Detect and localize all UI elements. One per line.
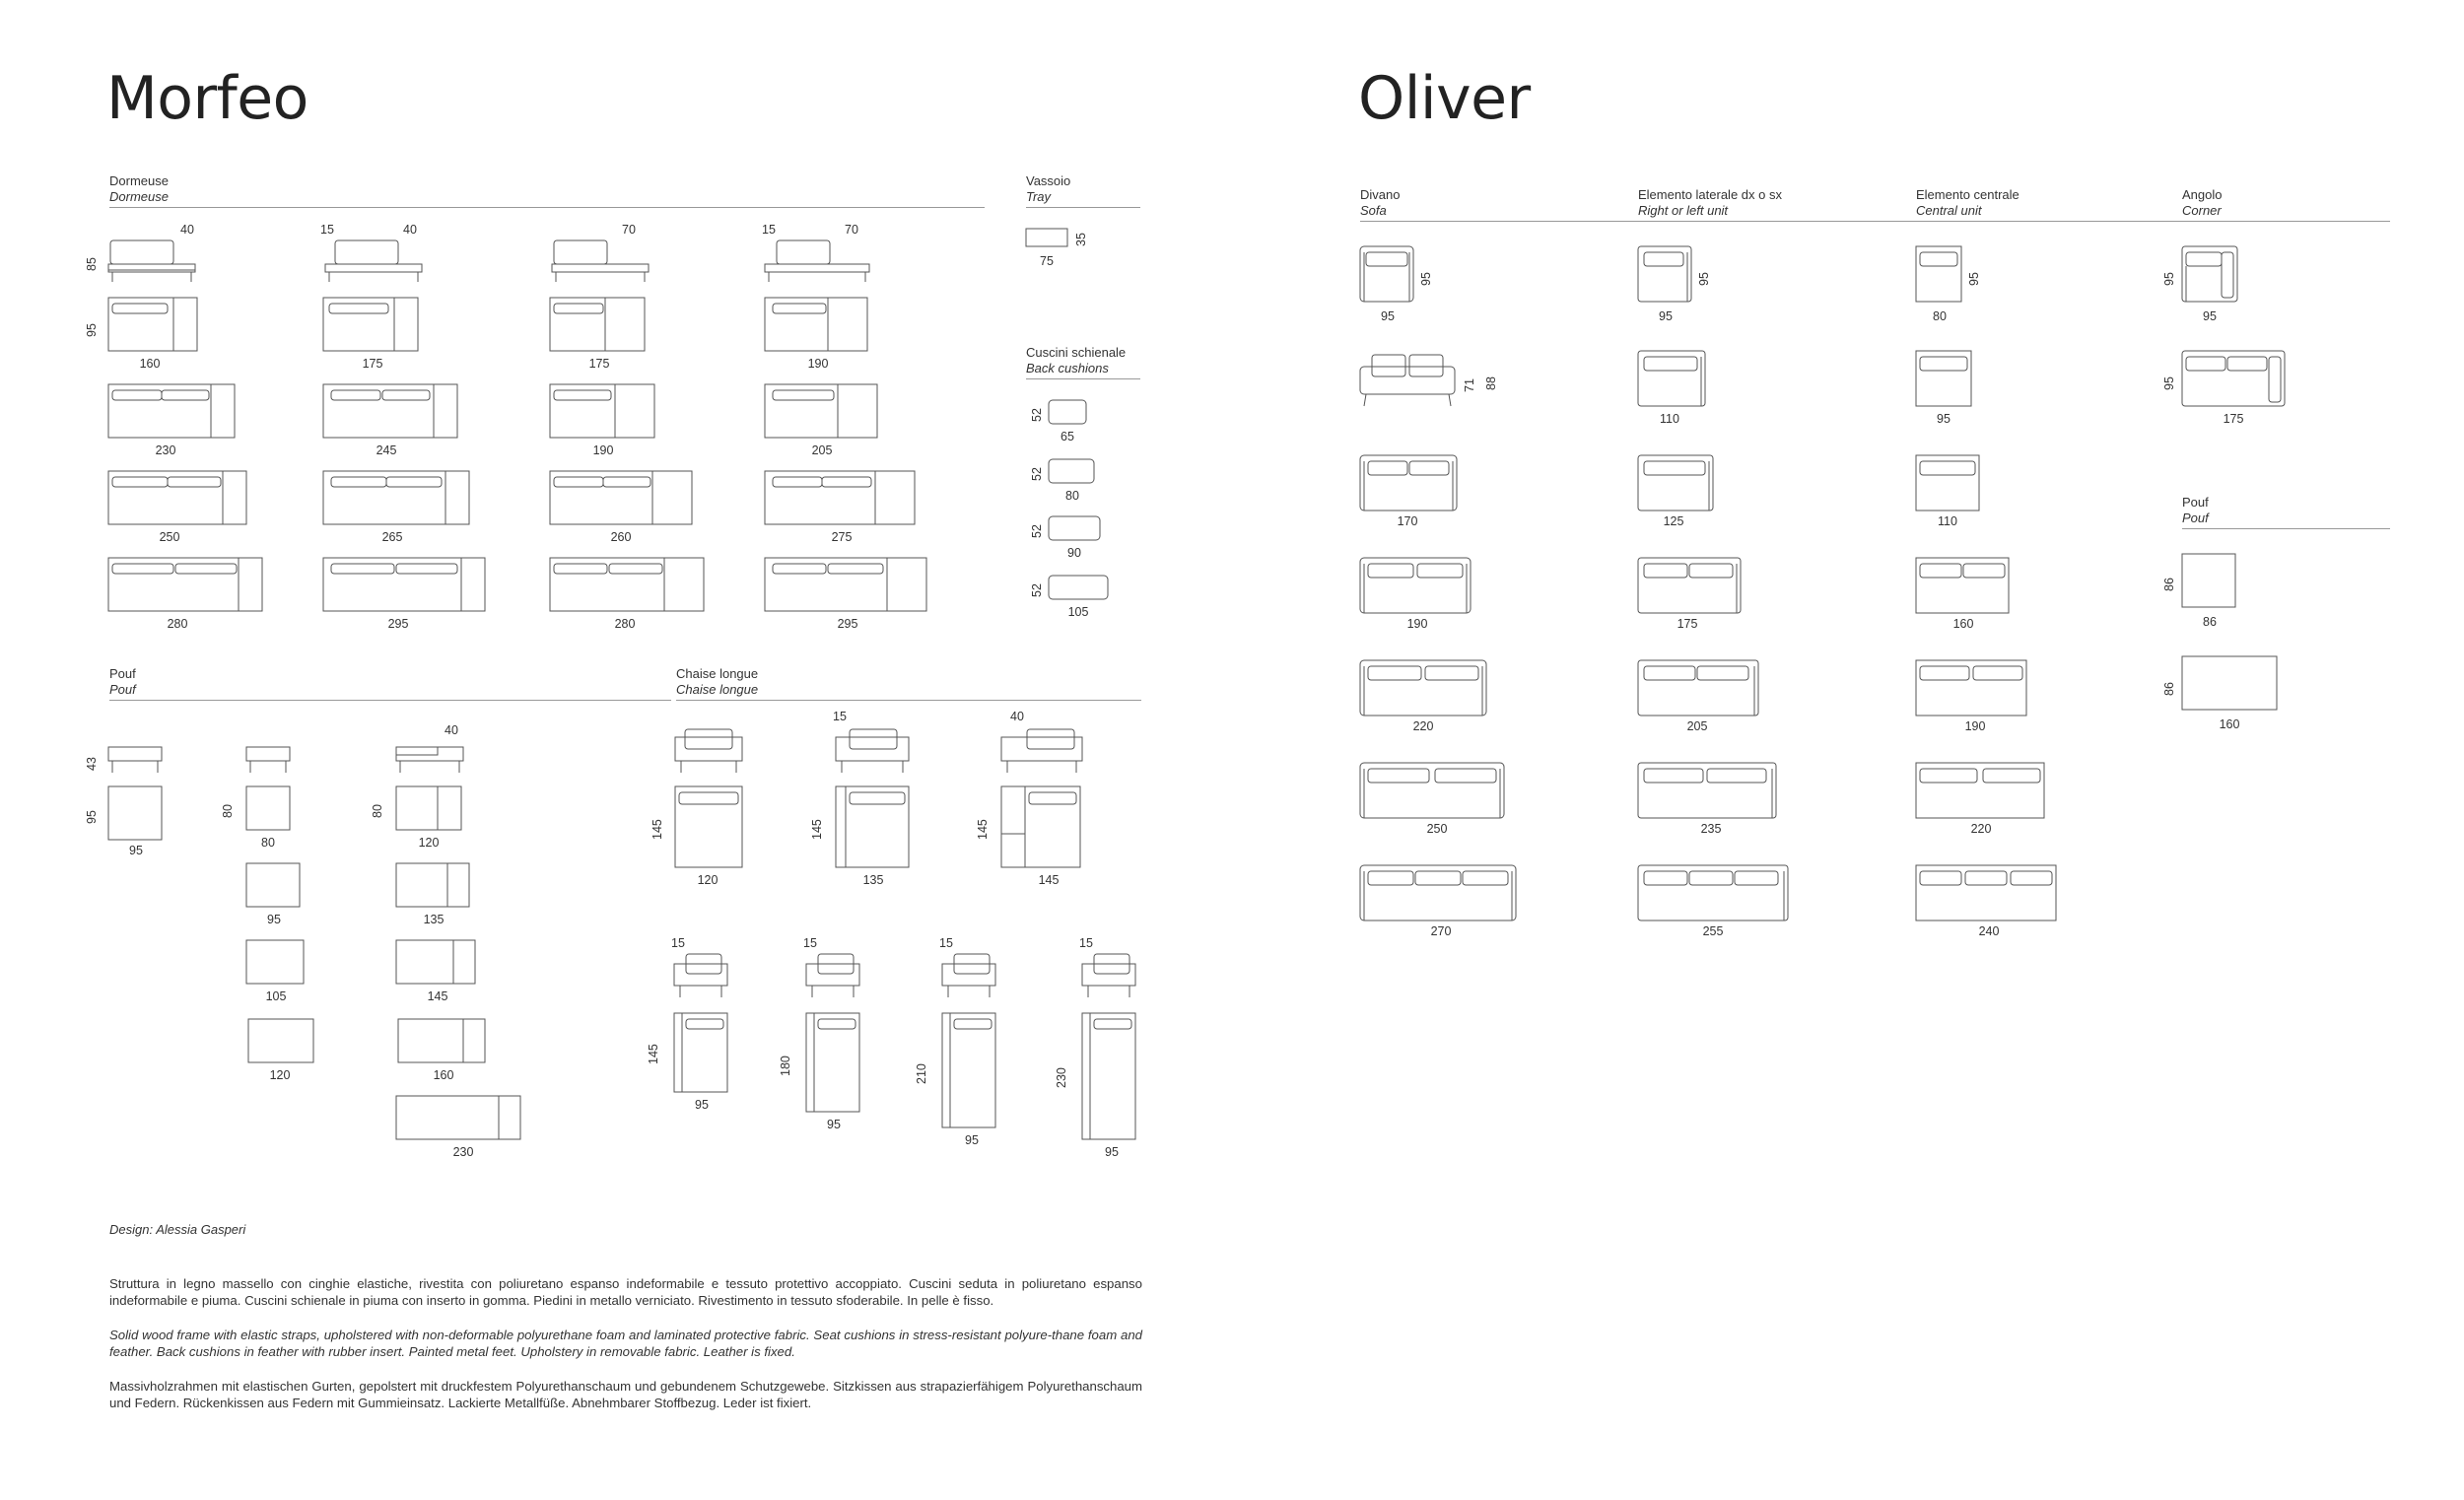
dim-label: 190 bbox=[807, 357, 829, 371]
dim-label: 260 bbox=[610, 530, 632, 544]
dim-label: 255 bbox=[1702, 924, 1724, 938]
chaise-label-en: Chaise longue bbox=[676, 682, 759, 697]
pouf-elevation-icon bbox=[396, 747, 467, 777]
dim-label: 120 bbox=[269, 1068, 291, 1082]
side-unit-plan-icon bbox=[1638, 558, 1745, 617]
dim-label: 95 bbox=[1937, 412, 1951, 426]
dim-label: 52 bbox=[1030, 467, 1044, 481]
dim-label: 145 bbox=[1038, 873, 1060, 887]
side-unit-plan-icon bbox=[1638, 351, 1709, 410]
pouf-plan-icon bbox=[246, 940, 306, 986]
side-unit-plan-icon bbox=[1638, 246, 1695, 306]
dim-label: 240 bbox=[1978, 924, 2000, 938]
dim-label: 95 bbox=[129, 844, 143, 857]
side-unit-plan-icon bbox=[1638, 660, 1762, 719]
pouf-label: Pouf bbox=[109, 666, 136, 681]
pouf-elevation-icon bbox=[246, 747, 294, 777]
dim-label: 52 bbox=[1030, 524, 1044, 538]
side-unit-header bbox=[1638, 187, 1782, 219]
central-unit-plan-icon bbox=[1916, 246, 1965, 306]
chaise-elevation-icon bbox=[942, 954, 999, 1003]
dormeuse-plan-icon bbox=[108, 471, 248, 526]
dim-label: 160 bbox=[1952, 617, 1974, 631]
central-unit-plan-icon bbox=[1916, 558, 2013, 617]
dim-label: 70 bbox=[622, 223, 636, 237]
dim-label: 110 bbox=[1938, 514, 1957, 528]
dim-label: 80 bbox=[371, 804, 384, 818]
central-unit-plan-icon bbox=[1916, 660, 2030, 719]
description-de: Massivholzrahmen mit elastischen Gurten, gepolstert mit druckfestem Polyurethanschaum und gebundenem Schutzgewebe. Sitzkissen aus strapazierfähigem Polyurethanschaum und Federn. Rückenkissen aus Federn mit Gummieinsatz. Lackierte Metallfüße. Abnehmbarer Stoffbezug. Leder ist fixiert. bbox=[109, 1379, 1142, 1410]
pouf-plan-icon bbox=[2182, 554, 2239, 611]
dim-label: 40 bbox=[445, 723, 458, 737]
pouf-label-en: Pouf bbox=[109, 682, 136, 697]
dormeuse-plan-icon bbox=[323, 384, 459, 440]
central-unit-label: Elemento centrale bbox=[1916, 187, 2019, 202]
dim-label: 105 bbox=[265, 989, 287, 1003]
chaise-plan-icon bbox=[1001, 786, 1084, 869]
dormeuse-plan-icon bbox=[108, 558, 264, 613]
back-cushions-divider bbox=[1026, 378, 1140, 379]
chaise-plan-icon bbox=[675, 786, 744, 869]
chaise-elevation-icon bbox=[1001, 729, 1084, 779]
sofa-plan-icon bbox=[1360, 455, 1459, 514]
dim-label: 90 bbox=[1067, 546, 1081, 560]
dormeuse-plan-icon bbox=[550, 298, 647, 353]
dim-label: 65 bbox=[1061, 430, 1074, 443]
dim-label: 95 bbox=[1697, 272, 1711, 286]
pouf-plan-icon bbox=[396, 786, 465, 832]
dormeuse-divider bbox=[109, 207, 985, 208]
dormeuse-plan-icon bbox=[765, 471, 917, 526]
dim-label: 95 bbox=[267, 913, 281, 926]
corner-plan-icon bbox=[2182, 246, 2241, 306]
dormeuse-plan-icon bbox=[765, 298, 869, 353]
dormeuse-header bbox=[109, 173, 169, 205]
dim-label: 280 bbox=[614, 617, 636, 631]
dim-label: 110 bbox=[1660, 412, 1679, 426]
dim-label: 15 bbox=[762, 223, 776, 237]
dim-label: 190 bbox=[1406, 617, 1428, 631]
central-unit-plan-icon bbox=[1916, 455, 1983, 514]
central-unit-plan-icon bbox=[1916, 865, 2060, 924]
dim-label: 220 bbox=[1970, 822, 1992, 836]
dim-label: 95 bbox=[1967, 272, 1981, 286]
dim-label: 125 bbox=[1663, 514, 1684, 528]
dim-label: 95 bbox=[1105, 1145, 1119, 1159]
back-cushions-label: Cuscini schienale bbox=[1026, 345, 1127, 360]
chaise-label: Chaise longue bbox=[676, 666, 759, 681]
pouf-plan-icon bbox=[246, 863, 302, 909]
chaise-plan-icon bbox=[836, 786, 911, 869]
dim-label: 245 bbox=[376, 443, 397, 457]
oliver-title: Oliver bbox=[1358, 64, 1531, 133]
dim-label: 15 bbox=[1079, 936, 1093, 950]
dim-label: 220 bbox=[1412, 719, 1434, 733]
oliver-pouf-divider bbox=[2182, 528, 2390, 529]
dim-label: 145 bbox=[976, 819, 990, 840]
dim-label: 80 bbox=[221, 804, 235, 818]
pouf-plan-icon bbox=[396, 863, 471, 909]
dim-label: 275 bbox=[831, 530, 853, 544]
chaise-divider bbox=[676, 700, 1141, 701]
oliver-pouf-header bbox=[2182, 495, 2209, 526]
dim-label: 95 bbox=[695, 1098, 709, 1112]
chaise-header bbox=[676, 666, 758, 698]
dim-label: 43 bbox=[85, 757, 99, 771]
sofa-label-en: Sofa bbox=[1360, 203, 1387, 218]
dim-label: 295 bbox=[387, 617, 409, 631]
dim-label: 190 bbox=[1964, 719, 1986, 733]
dim-label: 205 bbox=[811, 443, 833, 457]
dim-label: 95 bbox=[2203, 309, 2217, 323]
morfeo-title: Morfeo bbox=[106, 64, 308, 133]
dim-label: 250 bbox=[1426, 822, 1448, 836]
dim-label: 95 bbox=[2162, 376, 2176, 390]
dim-label: 86 bbox=[2203, 615, 2217, 629]
dim-label: 80 bbox=[261, 836, 275, 850]
dormeuse-plan-icon bbox=[550, 558, 706, 613]
dormeuse-plan-icon bbox=[323, 471, 471, 526]
description-en: Solid wood frame with elastic straps, upholstered with non-deformable polyurethane foam and laminated protective fabric. Seat cushions in stress-resistant polyure-thane foam and feather. Back cushions in feather with rubber insert. Painted metal feet. Upholstery in removable fabric. Leather is fixed. bbox=[109, 1328, 1142, 1359]
dim-label: 40 bbox=[180, 223, 194, 237]
oliver-pouf-label-en: Pouf bbox=[2182, 511, 2209, 525]
dormeuse-plan-icon bbox=[550, 471, 694, 526]
dim-label: 175 bbox=[588, 357, 610, 371]
dim-label: 175 bbox=[1677, 617, 1698, 631]
dim-label: 230 bbox=[452, 1145, 474, 1159]
dim-label: 235 bbox=[1700, 822, 1722, 836]
back-cushions-label-en: Back cushions bbox=[1026, 361, 1109, 375]
chaise-elevation-icon bbox=[675, 729, 744, 779]
dim-label: 70 bbox=[845, 223, 858, 237]
sofa-plan-icon bbox=[1360, 558, 1472, 617]
dormeuse-plan-icon bbox=[108, 384, 237, 440]
dormeuse-elevation-icon bbox=[108, 237, 197, 286]
dim-label: 86 bbox=[2162, 682, 2176, 696]
dim-label: 230 bbox=[1055, 1067, 1068, 1088]
dim-label: 95 bbox=[1659, 309, 1673, 323]
dim-label: 180 bbox=[779, 1056, 792, 1076]
dim-label: 190 bbox=[592, 443, 614, 457]
dim-label: 250 bbox=[159, 530, 180, 544]
dim-label: 95 bbox=[85, 810, 99, 824]
central-unit-label-en: Central unit bbox=[1916, 203, 1982, 218]
central-unit-plan-icon bbox=[1916, 763, 2048, 822]
dormeuse-plan-icon bbox=[550, 384, 656, 440]
dormeuse-plan-icon bbox=[765, 558, 928, 613]
dim-label: 270 bbox=[1430, 924, 1452, 938]
corner-header bbox=[2182, 187, 2222, 219]
dim-label: 75 bbox=[1040, 254, 1054, 268]
dim-label: 80 bbox=[1933, 309, 1947, 323]
dormeuse-plan-icon bbox=[108, 298, 199, 353]
dim-label: 15 bbox=[320, 223, 334, 237]
pouf-elevation-icon bbox=[108, 747, 164, 777]
tray-icon bbox=[1026, 229, 1069, 248]
pouf-plan-icon bbox=[246, 786, 292, 832]
pouf-plan-icon bbox=[108, 786, 164, 842]
chaise-plan-icon bbox=[942, 1013, 997, 1129]
dormeuse-plan-icon bbox=[323, 298, 420, 353]
dim-label: 35 bbox=[1074, 233, 1088, 246]
back-cushions-header bbox=[1026, 345, 1126, 376]
description-it: Struttura in legno massello con cinghie elastiche, rivestita con poliuretano espanso indeformabile e tessuto protettivo accoppiato. Cuscini seduta in poliuretano espanso indeformabile e piuma. Cuscini schienale in piuma con inserto in gomma. Piedini in metallo verniciato. Rivestimento in tessuto sfoderabile. In pelle è fisso. bbox=[109, 1276, 1142, 1308]
back-cushion-icon bbox=[1049, 576, 1110, 603]
side-unit-label-en: Right or left unit bbox=[1638, 203, 1729, 218]
sofa-plan-icon bbox=[1360, 865, 1518, 924]
dormeuse-elevation-icon bbox=[325, 237, 424, 286]
dim-label: 95 bbox=[85, 323, 99, 337]
dim-label: 105 bbox=[1067, 605, 1089, 619]
dim-label: 160 bbox=[433, 1068, 454, 1082]
dim-label: 120 bbox=[418, 836, 440, 850]
side-unit-plan-icon bbox=[1638, 865, 1792, 924]
dim-label: 95 bbox=[1381, 309, 1395, 323]
back-cushion-icon bbox=[1049, 459, 1096, 487]
dim-label: 175 bbox=[362, 357, 383, 371]
dormeuse-label-en: Dormeuse bbox=[109, 189, 169, 204]
dim-label: 80 bbox=[1065, 489, 1079, 503]
sofa-plan-icon bbox=[1360, 763, 1506, 822]
chaise-plan-icon bbox=[1082, 1013, 1137, 1141]
dim-label: 205 bbox=[1686, 719, 1708, 733]
dim-label: 280 bbox=[167, 617, 188, 631]
chaise-plan-icon bbox=[806, 1013, 861, 1114]
dim-label: 40 bbox=[1010, 710, 1024, 723]
designer-credit: Design: Alessia Gasperi bbox=[109, 1222, 246, 1237]
tray-label-en: Tray bbox=[1026, 189, 1052, 204]
pouf-plan-icon bbox=[396, 1096, 524, 1141]
dim-label: 71 bbox=[1463, 378, 1476, 392]
dim-label: 145 bbox=[647, 1044, 660, 1064]
tray-header bbox=[1026, 173, 1070, 205]
chaise-plan-icon bbox=[674, 1013, 729, 1094]
dim-label: 40 bbox=[403, 223, 417, 237]
dim-label: 145 bbox=[810, 819, 824, 840]
back-cushion-icon bbox=[1049, 516, 1102, 544]
dim-label: 175 bbox=[2223, 412, 2244, 426]
dim-label: 95 bbox=[827, 1118, 841, 1131]
chaise-elevation-icon bbox=[1082, 954, 1139, 1003]
sofa-label: Divano bbox=[1360, 187, 1401, 202]
dim-label: 15 bbox=[833, 710, 847, 723]
tray-divider bbox=[1026, 207, 1140, 208]
dim-label: 145 bbox=[650, 819, 664, 840]
dim-label: 52 bbox=[1030, 583, 1044, 597]
dim-label: 230 bbox=[155, 443, 176, 457]
dim-label: 95 bbox=[2162, 272, 2176, 286]
pouf-header bbox=[109, 666, 136, 698]
oliver-pouf-label: Pouf bbox=[2182, 495, 2209, 510]
dim-label: 265 bbox=[381, 530, 403, 544]
central-unit-header bbox=[1916, 187, 2019, 219]
dim-label: 86 bbox=[2162, 578, 2176, 591]
dim-label: 15 bbox=[939, 936, 953, 950]
dim-label: 15 bbox=[671, 936, 685, 950]
corner-label-en: Corner bbox=[2182, 203, 2222, 218]
pouf-plan-icon bbox=[248, 1019, 315, 1064]
dim-label: 52 bbox=[1030, 408, 1044, 422]
dim-label: 145 bbox=[427, 989, 448, 1003]
dim-label: 295 bbox=[837, 617, 858, 631]
pouf-plan-icon bbox=[2182, 656, 2279, 714]
dim-label: 135 bbox=[423, 913, 445, 926]
sofa-plan-icon bbox=[1360, 660, 1488, 719]
dormeuse-plan-icon bbox=[323, 558, 487, 613]
side-unit-label: Elemento laterale dx o sx bbox=[1638, 187, 1782, 202]
dormeuse-plan-icon bbox=[765, 384, 879, 440]
sofa-header bbox=[1360, 187, 1400, 219]
chaise-elevation-icon bbox=[836, 729, 911, 779]
sofa-plan-icon bbox=[1360, 246, 1417, 306]
chaise-elevation-icon bbox=[806, 954, 863, 1003]
back-cushion-icon bbox=[1049, 400, 1088, 428]
corner-plan-icon bbox=[2182, 351, 2289, 410]
dormeuse-label: Dormeuse bbox=[109, 173, 169, 188]
dim-label: 135 bbox=[862, 873, 884, 887]
dim-label: 85 bbox=[85, 257, 99, 271]
dormeuse-elevation-icon bbox=[765, 237, 873, 286]
dim-label: 160 bbox=[2219, 717, 2240, 731]
dormeuse-elevation-icon bbox=[552, 237, 650, 286]
side-unit-plan-icon bbox=[1638, 455, 1717, 514]
dim-label: 170 bbox=[1397, 514, 1418, 528]
central-unit-plan-icon bbox=[1916, 351, 1975, 410]
pouf-plan-icon bbox=[398, 1019, 489, 1064]
dim-label: 95 bbox=[1419, 272, 1433, 286]
dim-label: 15 bbox=[803, 936, 817, 950]
sofa-elevation-icon bbox=[1360, 351, 1459, 410]
dim-label: 95 bbox=[965, 1133, 979, 1147]
dim-label: 210 bbox=[915, 1063, 928, 1084]
side-unit-plan-icon bbox=[1638, 763, 1780, 822]
tray-label: Vassoio bbox=[1026, 173, 1071, 188]
oliver-divider bbox=[1360, 221, 2390, 222]
chaise-elevation-icon bbox=[674, 954, 731, 1003]
dim-label: 88 bbox=[1484, 376, 1498, 390]
pouf-plan-icon bbox=[396, 940, 477, 986]
pouf-divider bbox=[109, 700, 671, 701]
dim-label: 160 bbox=[139, 357, 161, 371]
dim-label: 120 bbox=[697, 873, 719, 887]
corner-label: Angolo bbox=[2182, 187, 2223, 202]
